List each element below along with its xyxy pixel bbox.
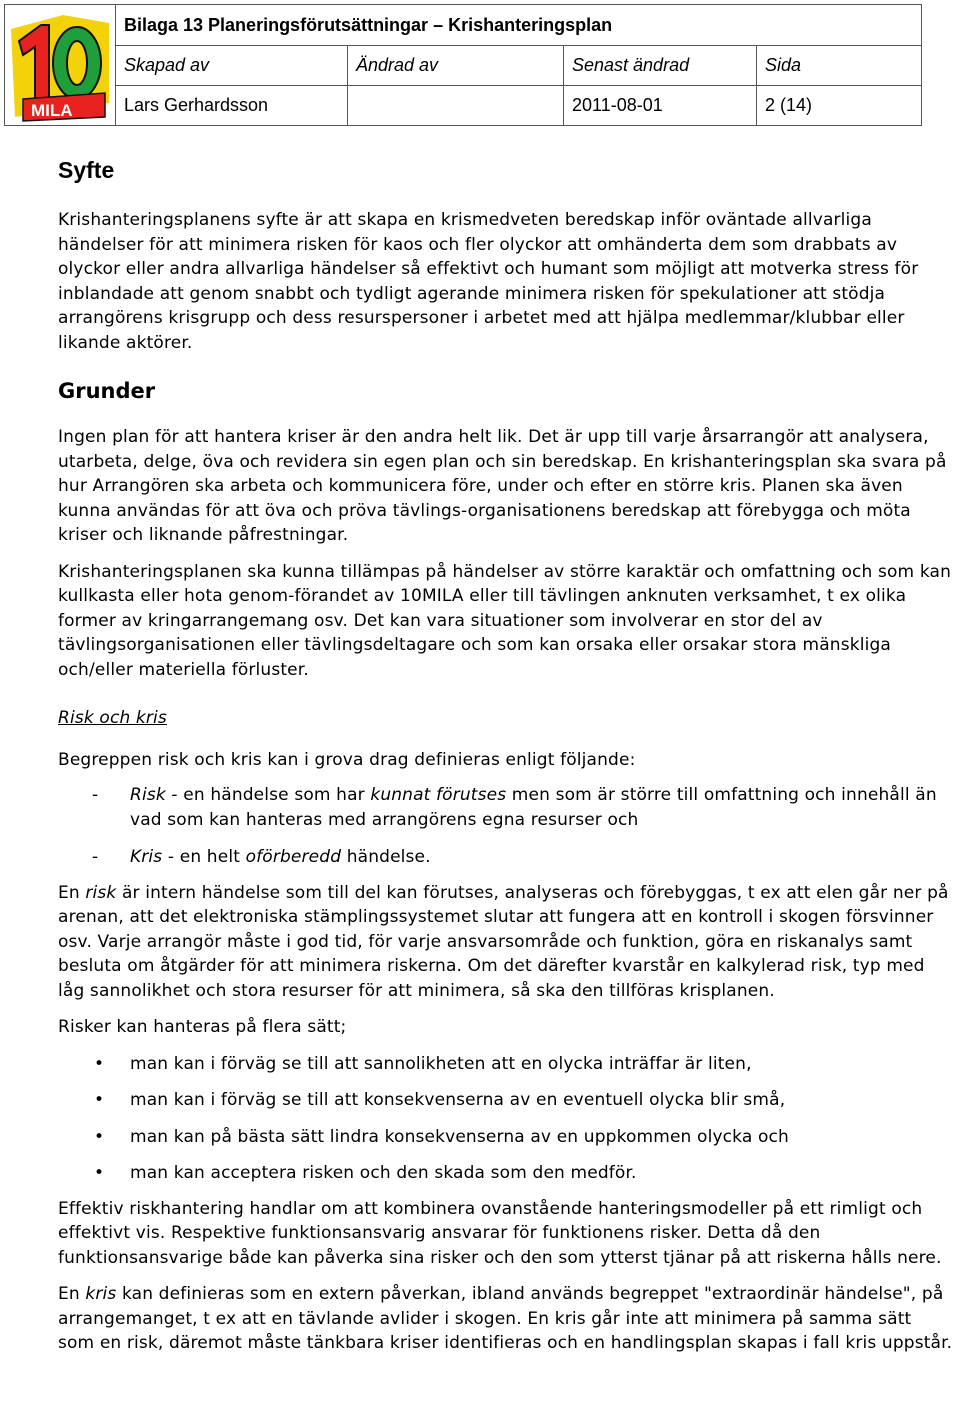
value-last-changed: 2011-08-01 (563, 85, 757, 126)
logo-cell (4, 4, 116, 126)
document-body (58, 150, 953, 1356)
header-title: Bilaga 13 Planeringsförutsättningar – Krishanteringsplan (115, 4, 922, 46)
risk-paragraph: En risk är intern händelse som till del kan förutses, analyseras och förebyggas, t ex att elen går ner på arenan, att det elektroniska stämplingssystemet slutar att fungera att en kontroll i skogen försvinner osv. Varje arrangör måste i god tid, för varje ansvarsområde och funktion, göra en riskanalys samt besluta om åtgärder för att minimera riskerna. Om det därefter kvarstår en kalkylerad risk, typ med låg sannolikhet och stora resurser för att minimera, så ska den tillföras krisplanen. (58, 882, 949, 1001)
list-item: - Kris - en helt oförberedd händelse. (92, 847, 431, 867)
label-changed-by: Ändrad av (347, 45, 564, 86)
heading-syfte: Syfte (58, 157, 115, 183)
logo-text: MILA (31, 101, 73, 120)
label-created-by: Skapad av (115, 45, 348, 86)
value-created-by: Lars Gerhardsson (115, 85, 348, 126)
subheading-risk-och-kris: Risk och kris (58, 708, 167, 728)
risk-handling-list (58, 1052, 953, 1186)
list-item: - Risk - en händelse som har kunnat förutses men som är större till omfattning och innehåll än vad som kan hanteras med arrangörens egna resurser och (92, 785, 937, 830)
list-item: • man kan acceptera risken och den skada som den medför. (94, 1163, 637, 1183)
label-page: Sida (756, 45, 922, 86)
document-header (4, 4, 922, 126)
definitions-intro: Begreppen risk och kris kan i grova drag definieras enligt följande: (58, 749, 636, 770)
value-changed-by (347, 85, 564, 126)
grunder-paragraph-1: Ingen plan för att hantera kriser är den andra helt lik. Det är upp till varje årsarrangör att analysera, utarbeta, delge, öva och revidera sin egen plan och sin beredskap. En krishanteringsplan ska svara på hur Arrangören ska arbeta och kommunicera före, under och efter en större kris. Planen ska även kunna användas för att öva och pröva tävlings-organisationens beredskap att förebygga och möta kriser och liknande påfrestningar. (58, 427, 947, 545)
heading-grunder: Grunder (58, 379, 156, 403)
grunder-paragraph-2: Krishanteringsplanen ska kunna tillämpas på händelser av större karaktär och omfattning och som kan kullkasta eller hota genom-förandet av 10MILA eller till tävlingen anknuten verksamhet, t ex olika former av kringarrangemang osv. Det kan vara situationer som involverar en stor del av tävlingsorganisationen eller tävlingsdeltagare och som kan orsaka eller orsakar stora mänskliga och/eller materiella förluster. (58, 561, 952, 680)
ways-intro: Risker kan hanteras på flera sätt; (58, 1017, 347, 1037)
syfte-paragraph: Krishanteringsplanens syfte är att skapa en krismedveten beredskap inför oväntade allvarliga händelser för att minimera risken för kaos och fler olyckor att omhänderta dem som drabbats av olyckor eller andra allvarliga händelser så effektivt och humant som möjligt att motverka stress för inblandade att genom snabbt och tydligt agerande minimera risken för spekulationer att stödja arrangörens krisgrupp och dess resurspersoner i arbetet med att hjälpa medlemmar/klubbar eller likande aktörer. (58, 210, 919, 353)
list-item: • man kan i förväg se till att konsekvenserna av en eventuell olycka blir små, (94, 1090, 786, 1110)
list-item: • man kan på bästa sätt lindra konsekvenserna av en uppkommen olycka och (94, 1126, 789, 1147)
definition-list (58, 783, 953, 870)
list-item: • man kan i förväg se till att sannolikheten att en olycka inträffar är liten, (94, 1053, 752, 1074)
label-last-changed: Senast ändrad (563, 45, 757, 86)
kris-paragraph: En kris kan definieras som en extern påverkan, ibland används begreppet "extraordinär händelse", på arrangemanget, t ex att en tävlande avlider i skogen. En kris går inte att minimera på samma sätt som en risk, däremot måste tänkbara kriser identifieras och en handlingsplan skapas i fall kris uppstår. (58, 1284, 953, 1353)
10mila-logo (5, 5, 115, 125)
value-page: 2 (14) (756, 85, 922, 126)
effektiv-paragraph: Effektiv riskhantering handlar om att kombinera ovanstående hanteringsmodeller på ett rimligt och effektivt vis. Respektive funktionsansvarig ansvarar för funktionens risker. Detta då den funktionsansvarige både kan påverka sina risker och den som ytterst tjänar på att riskerna hålls nere. (58, 1198, 942, 1268)
